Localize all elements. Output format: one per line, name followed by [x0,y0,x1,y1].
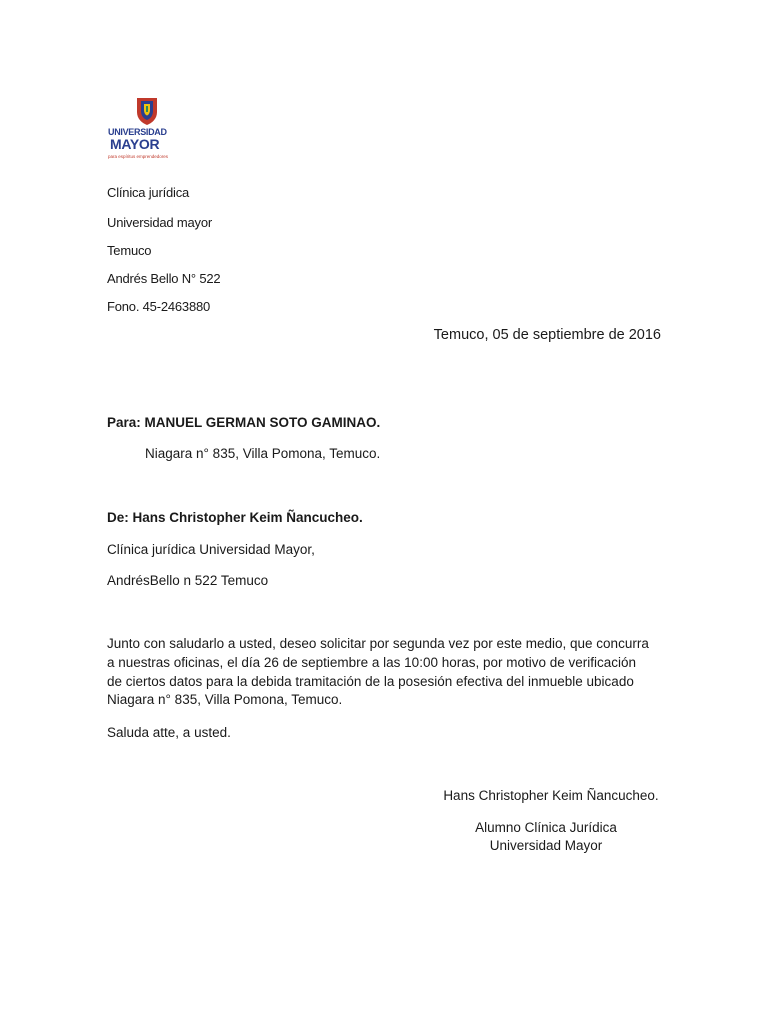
sender-line-4: Andrés Bello N° 522 [107,271,221,286]
body-line: de ciertos datos para la debida tramitación de la posesión efectiva del inmueble ubicado [107,673,634,689]
body-line: Junto con saludarlo a usted, deseo solicitar por segunda vez por este medio, que concurra [107,636,649,651]
logo-line-universidad: UNIVERSIDAD [108,127,167,137]
signature-title: Alumno Clínica Jurídica [475,820,617,835]
sender-line-2: Universidad mayor [107,215,212,230]
body-line: a nuestras oficinas, el día 26 de septiembre a las 10:00 horas, por motivo de verificación [107,654,637,670]
letter-date: Temuco, 05 de septiembre de 2016 [433,327,661,343]
shield-icon [135,96,159,126]
signature-institution: Universidad Mayor [489,838,603,853]
logo-tagline: para espíritus emprendedores [108,154,169,159]
letter-closing: Saluda atte, a usted. [107,725,231,740]
body-line: Niagara n° 835, Villa Pomona, Temuco. [107,692,343,708]
sender-org: Clínica jurídica Universidad Mayor, [107,542,315,557]
signature-name: Hans Christopher Keim Ñancucheo. [443,788,659,803]
university-logo [108,96,186,164]
sender-name: De: Hans Christopher Keim Ñancucheo. [107,510,363,525]
logo-line-mayor: MAYOR [110,136,160,152]
sender-line-1: Clínica jurídica [107,185,190,200]
letter-body [107,635,667,710]
sender-address: AndrésBello n 522 Temuco [107,573,269,588]
sender-line-3: Temuco [107,243,152,258]
sender-phone: Fono. 45-2463880 [107,299,211,314]
recipient-name: Para: MANUEL GERMAN SOTO GAMINAO. [107,415,381,430]
recipient-address: Niagara n° 835, Villa Pomona, Temuco. [145,446,381,461]
